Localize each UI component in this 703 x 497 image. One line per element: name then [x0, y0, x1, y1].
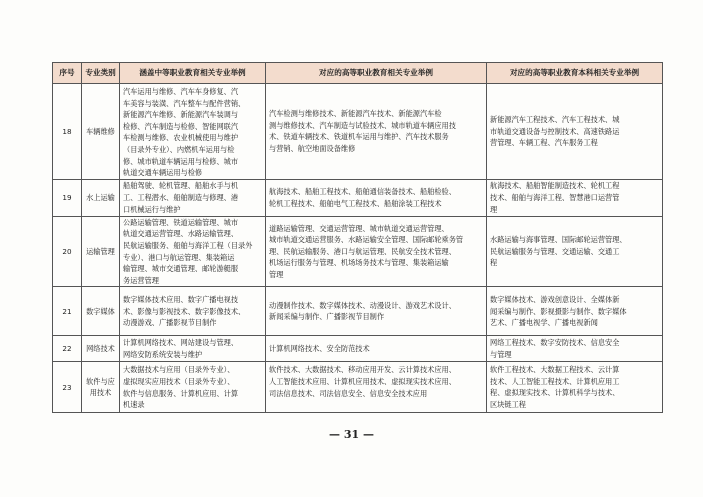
row-category: 网络技术 — [82, 336, 120, 362]
row-category: 运输管理 — [82, 216, 120, 287]
row-undergraduate-majors: 网络工程技术、数字安防技术、信息安全 与管理 — [487, 336, 663, 362]
row-number: 22 — [53, 336, 82, 362]
row-number: 20 — [53, 216, 82, 287]
row-category: 软件与应 用技术 — [82, 362, 120, 413]
row-secondary-majors: 公路运输管理、铁道运输管理、城市 轨道交通运营管理、水路运输管理、 民航运输服务、船舶与海洋工程（目录外 专业）、港口与航运管理、集装箱运 输管理、城市交通管理、邮轮游艇服 务运营管理 — [120, 216, 266, 287]
row-number: 21 — [53, 287, 82, 336]
header-secondary: 涵盖中等职业教育相关专业举例 — [120, 63, 266, 84]
row-secondary-majors: 汽车运用与维修、汽车车身修复、汽 车美容与装潢、汽车整车与配件营销、 新能源汽车维修、新能源汽车装调与 检修、汽车制造与检修、智能网联汽 车检测与维修、农业机械使用与维护 （目录外专业）、内燃机车运用与检 修、城市轨道车辆运用与检修、城市 轨道交通车辆运用与检修 — [120, 84, 266, 180]
header-no: 序号 — [53, 63, 82, 84]
header-category: 专业类别 — [82, 63, 120, 84]
row-category: 水上运输 — [82, 179, 120, 216]
header-higher-vocational: 对应的高等职业教育相关专业举例 — [266, 63, 487, 84]
row-undergraduate-majors: 新能源汽车工程技术、汽车工程技术、城 市轨道交通设备与控制技术、高速铁路运 营管理、车辆工程、汽车服务工程 — [487, 84, 663, 180]
row-number: 18 — [53, 84, 82, 180]
row-undergraduate-majors: 水路运输与海事管理、国际邮轮运营管理、 民航运输服务与管理、交通运输、交通工 程 — [487, 216, 663, 287]
row-category: 车辆维修 — [82, 84, 120, 180]
row-number: 19 — [53, 179, 82, 216]
row-secondary-majors: 数字媒体技术应用、数字广播电视技 术、影像与影视技术、数字影像技术、 动漫游戏、广播影视节目制作 — [120, 287, 266, 336]
table-row — [53, 362, 663, 413]
row-higher-vocational-majors: 计算机网络技术、安全防范技术 — [266, 336, 487, 362]
row-category: 数字媒体 — [82, 287, 120, 336]
table-row — [53, 336, 663, 362]
row-higher-vocational-majors: 汽车检测与维修技术、新能源汽车技术、新能源汽车检 测与维修技术、汽车制造与试验技术、城市轨道车辆应用技 术、铁道车辆技术、铁道机车运用与维护、汽车技术服务 与营销、航空地面设备维修 — [266, 84, 487, 180]
row-undergraduate-majors: 数字媒体技术、游戏创意设计、全媒体新 闻采编与制作、影视摄影与制作、数字媒体 艺术、广播电视学、广播电视新闻 — [487, 287, 663, 336]
row-secondary-majors: 大数据技术与应用（目录外专业）、 虚拟现实应用技术（目录外专业）、 软件与信息服务、计算机应用、计算 机速录 — [120, 362, 266, 413]
row-secondary-majors: 船舶驾驶、轮机管理、船舶水手与机 工、工程潜水、船舶制造与修理、港 口机械运行与维护 — [120, 179, 266, 216]
row-higher-vocational-majors: 道路运输管理、交通运营管理、城市轨道交通运营管理、 城市轨道交通运营服务、水路运输安全管理、国际邮轮乘务管 理、民航运输服务、港口与航运管理、民航安全技术管理、 机场运行服务与管理、机场场务技术与管理、集装箱运输 管理 — [266, 216, 487, 287]
table-row — [53, 287, 663, 336]
row-higher-vocational-majors: 软件技术、大数据技术、移动应用开发、云计算技术应用、 人工智能技术应用、计算机应用技术、虚拟现实技术应用、 司法信息技术、司法信息安全、信息安全技术应用 — [266, 362, 487, 413]
row-undergraduate-majors: 软件工程技术、大数据工程技术、云计算 技术、人工智能工程技术、计算机应用工 程、虚拟现实技术、计算机科学与技术、 区块链工程 — [487, 362, 663, 413]
row-undergraduate-majors: 航海技术、船舶智能制造技术、轮机工程 技术、船舶与海洋工程、智慧港口运营管 理 — [487, 179, 663, 216]
page-number: — 31 — — [329, 428, 374, 441]
row-higher-vocational-majors: 动漫制作技术、数字媒体技术、动漫设计、游戏艺术设计、 新闻采编与制作、广播影视节目制作 — [266, 287, 487, 336]
table-row — [53, 216, 663, 287]
row-number: 23 — [53, 362, 82, 413]
table-row — [53, 179, 663, 216]
row-secondary-majors: 计算机网络技术、网站建设与管理、 网络安防系统安装与维护 — [120, 336, 266, 362]
row-higher-vocational-majors: 航海技术、船舶工程技术、船舶通信装备技术、船舶检验、 轮机工程技术、船舶电气工程技术、船舶涂装工程技术 — [266, 179, 487, 216]
majors-table — [52, 62, 663, 413]
table-header-row — [53, 63, 663, 84]
header-undergraduate: 对应的高等职业教育本科相关专业举例 — [487, 63, 663, 84]
table-row — [53, 84, 663, 180]
